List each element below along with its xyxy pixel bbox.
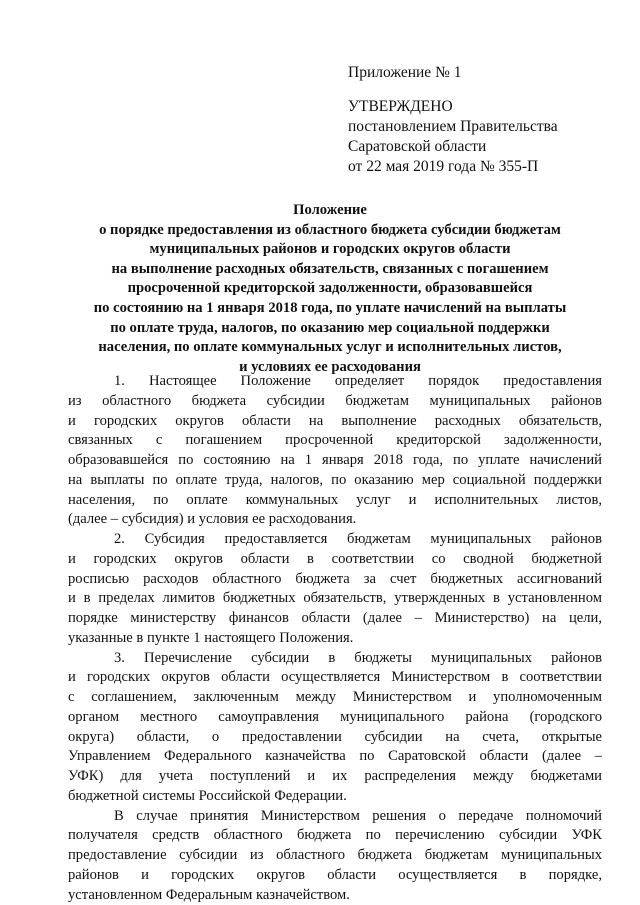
title-line: по состоянию на 1 января 2018 года, по уплате начислений на выплаты [93,299,567,316]
approval-heading: УТВЕРЖДЕНО [348,98,453,115]
appendix-label: Приложение № 1 [348,64,462,81]
title-line: Положение [293,202,367,218]
title-line: о порядке предоставления из областного бюджета субсидии бюджетам [99,221,561,238]
title-line: по оплате труда, налогов, по оказанию мер социальной поддержки [110,319,550,336]
title-line: просроченной кредиторской задолженности, образовавшейся [127,280,533,297]
title-line: населения, по оплате коммунальных услуг и исполнительных листов, [98,339,562,356]
body-line: росписью расходов областного бюджета за счет бюджетных ассигнований [68,570,602,587]
body-line: 3. Перечисление субсидии в бюджеты муниципальных районов [114,649,602,666]
body-line: Управлением Федерального казначейства по Саратовской области (далее – [68,748,602,765]
approval-line: постановлением Правительства [348,118,558,135]
document-title [60,201,600,377]
body-line: В случае принятия Министерством решения о передаче полномочий [114,807,602,824]
body-line: установленном Федеральным казначейством. [68,886,350,903]
title-line: на выполнение расходных обязательств, связанных с погашением [111,260,549,277]
body-line: 2. Субсидия предоставляется бюджетам муниципальных районов [114,531,602,547]
approval-date: от 22 мая 2019 года № 355-П [348,158,539,175]
body-line: получателя средств областного бюджета по перечислению субсидии УФК [68,827,602,844]
body-line: и в пределах лимитов бюджетных обязательств, утвержденных в установленном [68,590,602,607]
body-line: и городских округов области осуществляется Министерством в соответствии [68,669,602,686]
body-line: районов и городских округов области осуществляется в порядке, [68,866,602,883]
body-line: из областного бюджета субсидии бюджетам муниципальных районов [68,392,602,409]
body-line: УФК) для учета поступлений и их распределения между бюджетами [68,768,602,784]
body-line: и городских округов области в соответствии со сводной бюджетной [68,550,602,567]
body-line: предоставление субсидии из областного бюджета бюджетам муниципальных [68,847,602,863]
approval-line: Саратовской области [348,138,487,155]
body-line: населения, по оплате коммунальных услуг и исполнительных листов, [68,491,602,508]
body-line: указанные в пункте 1 настоящего Положения. [68,629,354,646]
document-body [68,372,602,905]
body-line: и городских округов области на выполнение расходных обязательств, [68,412,602,429]
body-line: округа) области, о предоставлении субсидии на счета, открытые [68,728,602,745]
body-line: 1. Настоящее Положение определяет порядок предоставления [114,373,602,389]
title-line: муниципальных районов и городских округов области [149,241,511,258]
body-line: (далее – субсидия) и условия ее расходования. [68,511,357,528]
body-line: связанных с погашением просроченной кредиторской задолженности, [68,432,602,449]
body-line: органом местного самоуправления муниципального района (городского [68,708,602,725]
body-line: на выплаты по оплате труда, налогов, по оказанию мер социальной поддержки [68,471,602,488]
body-line: с соглашением, заключенным между Министерством и уполномоченным [68,689,602,705]
approval-stamp [348,97,558,177]
title-line: и условиях ее расходования [239,358,421,375]
body-line: бюджетной системы Российской Федерации. [68,787,347,804]
body-line: образовавшейся по состоянию на 1 января 2018 года, по уплате начислений [68,452,602,468]
body-line: порядке министерству финансов области (далее – Министерство) на цели, [68,610,602,626]
